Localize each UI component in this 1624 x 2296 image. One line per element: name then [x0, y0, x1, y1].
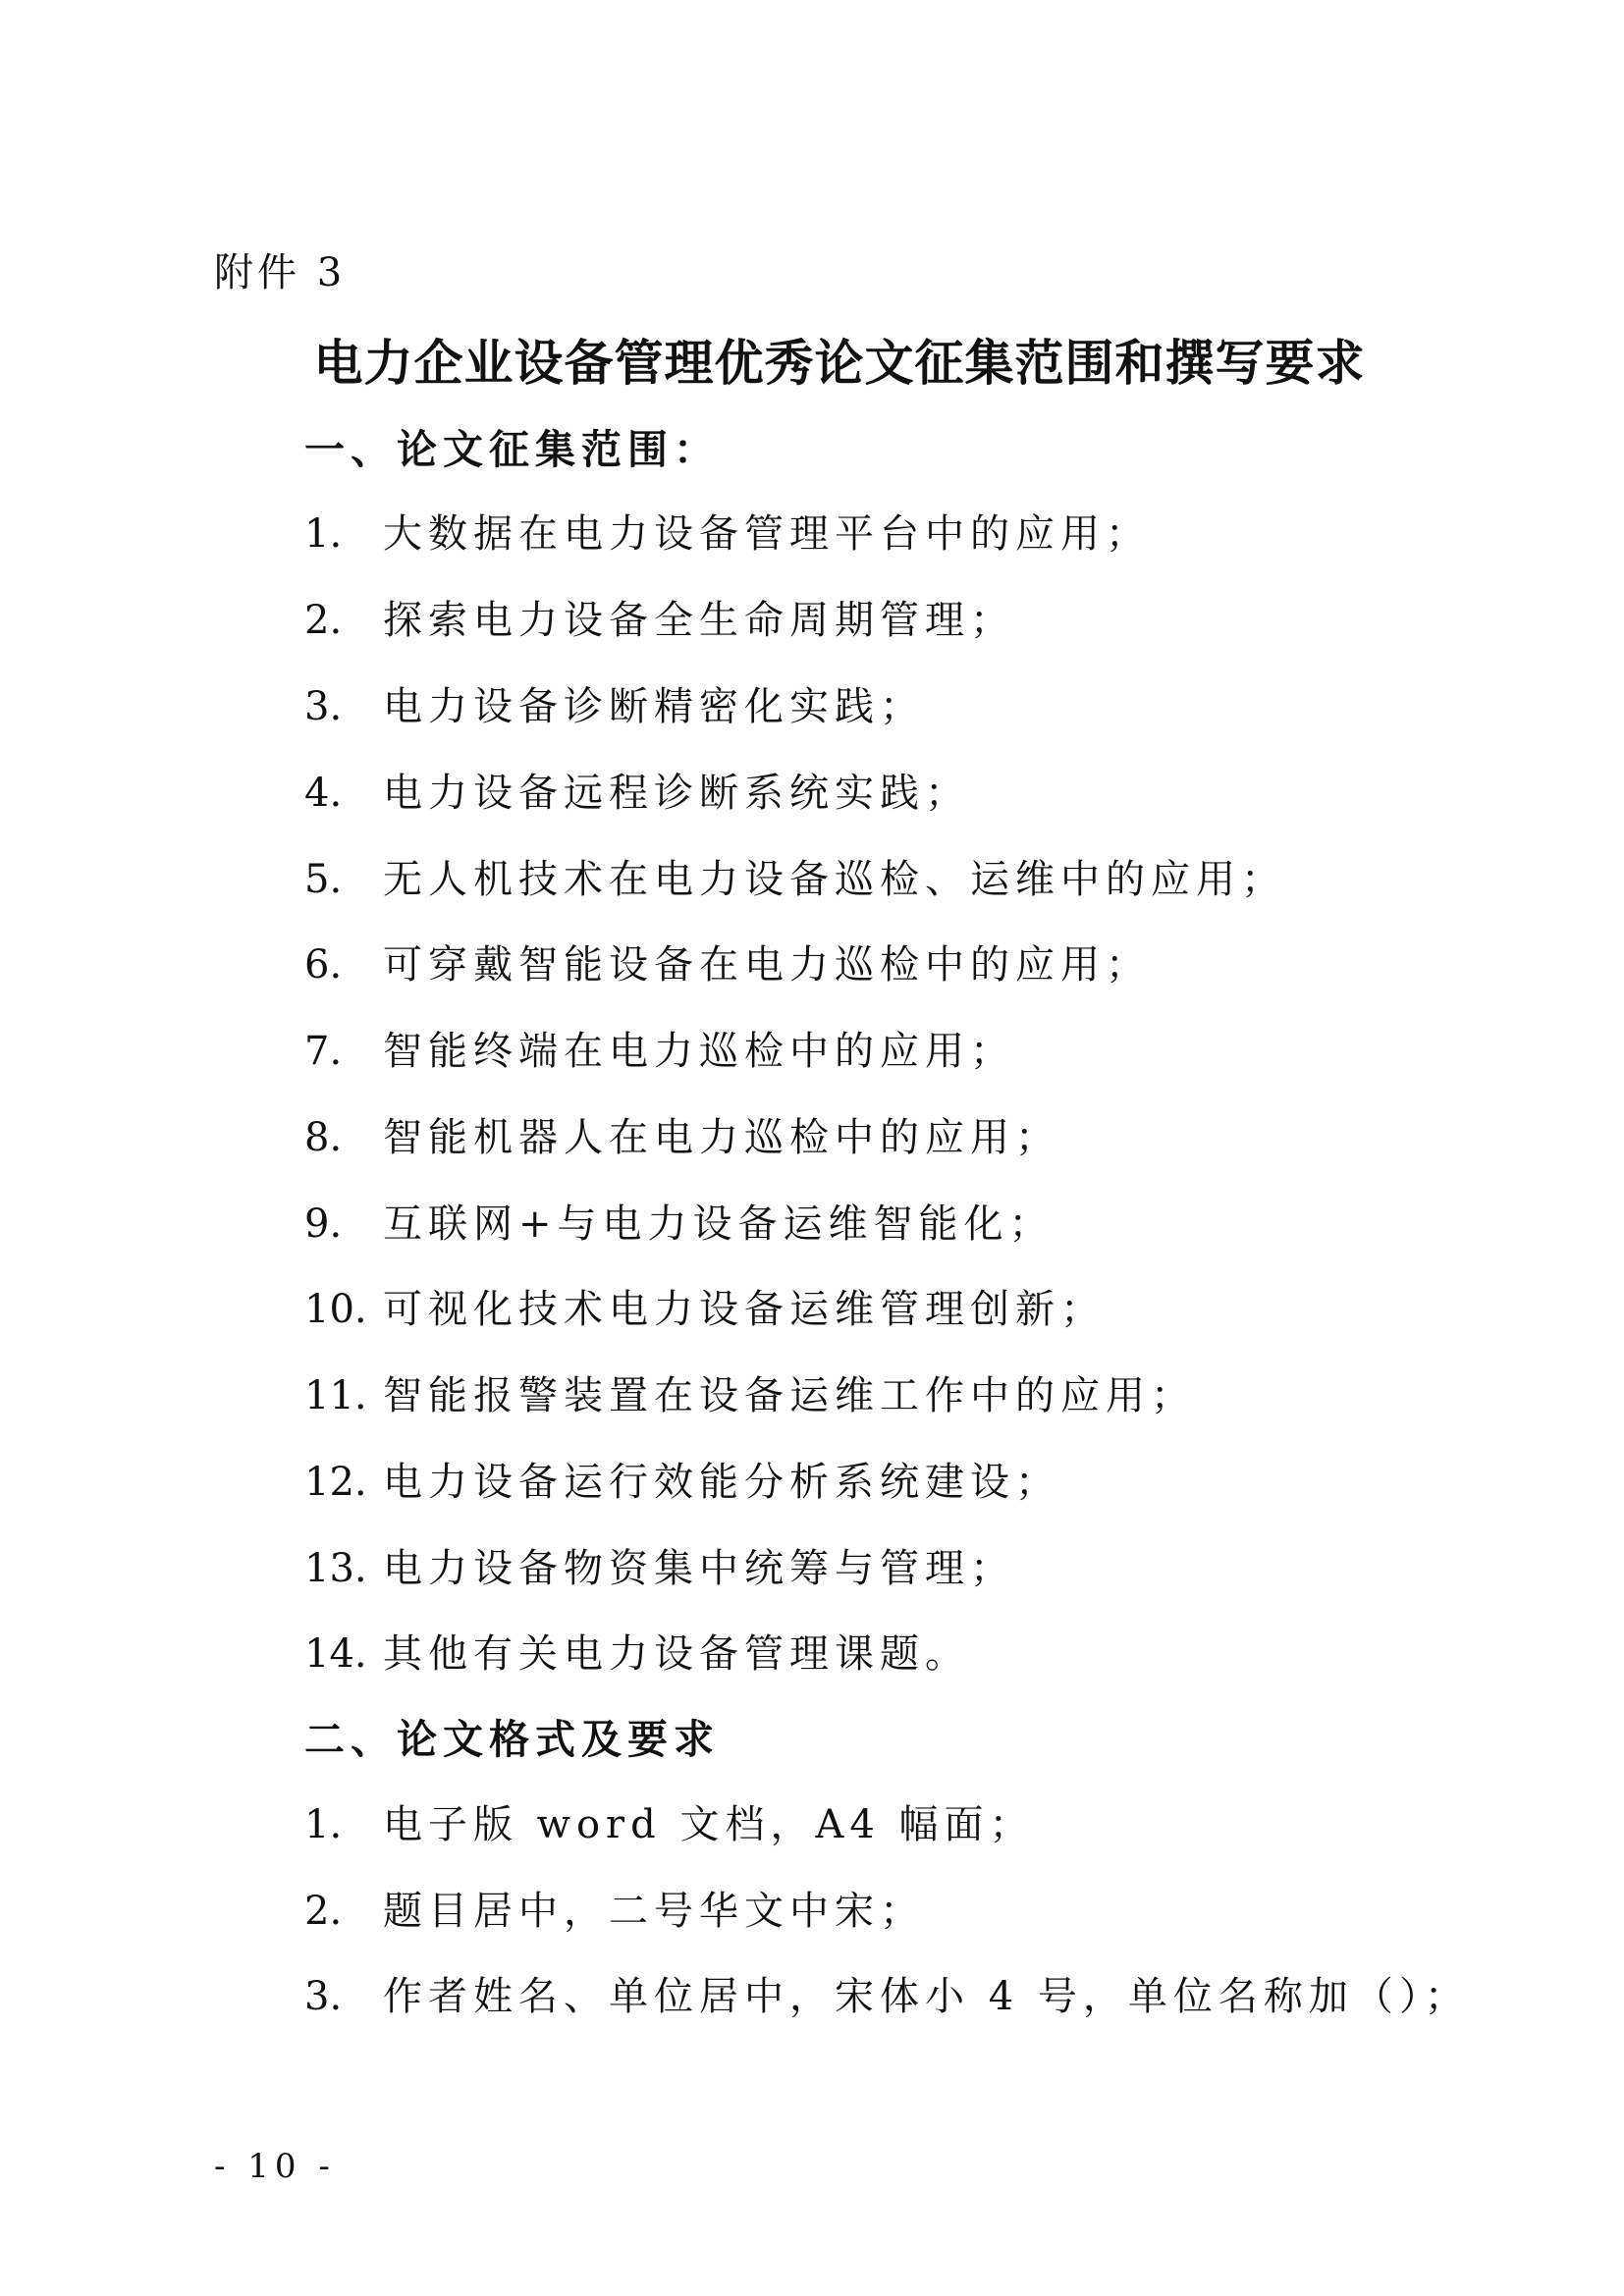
item-number: 4. [304, 771, 343, 816]
item-number: 12. [304, 1460, 367, 1505]
item-text: 智能机器人在电力巡检中的应用； [383, 1115, 1060, 1160]
item-number: 14. [304, 1631, 367, 1677]
list-item [304, 1287, 1106, 1332]
item-number: 8. [304, 1115, 343, 1160]
list-item [304, 942, 1151, 988]
list-item [304, 771, 970, 816]
list-item [304, 857, 1286, 902]
item-number: 3. [304, 1974, 343, 2019]
item-number: 2. [304, 598, 343, 643]
list-item [304, 1546, 1015, 1591]
item-text: 互联网+与电力设备运维智能化； [383, 1201, 1055, 1247]
section-2-heading: 二、论文格式及要求 [304, 1716, 720, 1763]
page-number: - 10 - [214, 2147, 336, 2186]
item-text: 电力设备诊断精密化实践； [383, 684, 925, 729]
item-text: 电力设备远程诊断系统实践； [383, 771, 970, 816]
list-item [304, 684, 925, 729]
item-number: 11. [304, 1373, 367, 1418]
item-text: 电子版 word 文档，A4 幅面； [383, 1802, 1035, 1847]
item-number: 3. [304, 684, 343, 729]
attachment-label: 附件 3 [214, 250, 347, 295]
item-number: 13. [304, 1546, 367, 1591]
item-text: 其他有关电力设备管理课题。 [383, 1631, 970, 1677]
list-item [304, 1889, 925, 1934]
list-item [304, 1460, 1060, 1505]
item-number: 1. [304, 511, 343, 557]
item-text: 题目居中，二号华文中宋； [383, 1889, 925, 1934]
item-text: 可穿戴智能设备在电力巡检中的应用； [383, 942, 1151, 988]
item-number: 9. [304, 1201, 343, 1247]
item-number: 10. [304, 1287, 367, 1332]
item-number: 1. [304, 1802, 343, 1847]
item-text: 智能报警装置在设备运维工作中的应用； [383, 1373, 1196, 1418]
list-item [304, 1974, 1470, 2019]
section-1-heading: 一、论文征集范围： [304, 426, 720, 473]
list-item [304, 1373, 1196, 1418]
list-item [304, 598, 1015, 643]
item-text: 电力设备运行效能分析系统建设； [383, 1460, 1060, 1505]
list-item [304, 511, 1151, 557]
item-number: 5. [304, 857, 343, 902]
item-text: 可视化技术电力设备运维管理创新； [383, 1287, 1106, 1332]
item-text: 探索电力设备全生命周期管理； [383, 598, 1015, 643]
list-item [304, 1029, 1015, 1074]
item-text: 大数据在电力设备管理平台中的应用； [383, 511, 1151, 557]
item-number: 6. [304, 942, 343, 988]
item-text: 作者姓名、单位居中，宋体小 4 号，单位名称加（）； [383, 1974, 1470, 2019]
item-text: 智能终端在电力巡检中的应用； [383, 1029, 1015, 1074]
item-number: 2. [304, 1889, 343, 1934]
item-number: 7. [304, 1029, 343, 1074]
list-item [304, 1631, 970, 1677]
item-text: 无人机技术在电力设备巡检、运维中的应用； [383, 857, 1286, 902]
list-item [304, 1201, 1055, 1247]
document-title: 电力企业设备管理优秀论文征集范围和撰写要求 [313, 334, 1366, 392]
list-item [304, 1802, 1035, 1847]
item-text: 电力设备物资集中统筹与管理； [383, 1546, 1015, 1591]
list-item [304, 1115, 1060, 1160]
